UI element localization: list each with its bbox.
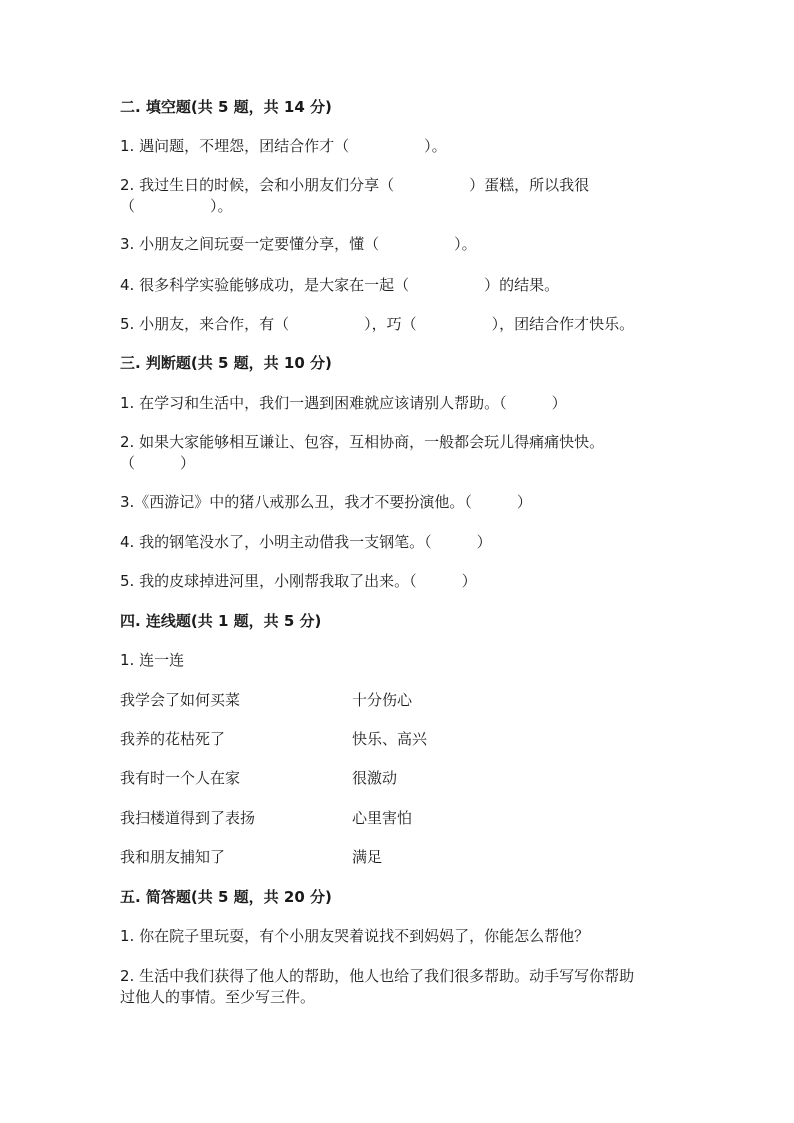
short-answer-question-2-line-2: 过他人的事情。至少写三件。 [120,988,316,1006]
fill-blank-question-2-line-2: （ ）。 [120,197,233,215]
short-answer-question-1: 1. 你在院子里玩耍，有个小朋友哭着说找不到妈妈了，你能怎么帮他？ [120,927,590,945]
fill-blank-question-5: 5. 小朋友，来合作，有（ ），巧（ ），团结合作才快乐。 [120,315,635,333]
section-heading-matching: 四. 连线题(共 1 题，共 5 分) [120,612,322,630]
matching-right-item: 心里害怕 [352,809,413,827]
matching-left-item: 我学会了如何买菜 [120,691,241,709]
matching-right-item: 快乐、高兴 [352,730,428,748]
true-false-question-1: 1. 在学习和生活中，我们一遇到困难就应该请别人帮助。（ ） [120,394,567,412]
section-heading-short-answer: 五. 简答题(共 5 题，共 20 分) [120,888,332,906]
true-false-question-4: 4. 我的钢笔没水了，小明主动借我一支钢笔。（ ） [120,533,492,551]
fill-blank-question-1: 1. 遇问题，不埋怨，团结合作才（ ）。 [120,137,447,155]
true-false-question-2-line-2: （ ） [120,454,196,472]
matching-left-item: 我有时一个人在家 [120,769,241,787]
true-false-question-5: 5. 我的皮球掉进河里，小刚帮我取了出来。（ ） [120,572,477,590]
matching-right-item: 很激动 [352,769,398,787]
section-heading-true-false: 三. 判断题(共 5 题，共 10 分) [120,354,332,372]
fill-blank-question-3: 3. 小朋友之间玩耍一定要懂分享，懂（ ）。 [120,235,477,253]
section-heading-fill-blank: 二. 填空题(共 5 题，共 14 分) [120,98,332,116]
true-false-question-2-line-1: 2. 如果大家能够相互谦让、包容，互相协商，一般都会玩儿得痛痛快快。 [120,433,605,451]
short-answer-question-2-line-1: 2. 生活中我们获得了他人的帮助，他人也给了我们很多帮助。动手写写你帮助 [120,967,635,985]
matching-left-item: 我和朋友捕知了 [120,848,226,866]
matching-right-item: 满足 [352,848,383,866]
matching-right-item: 十分伤心 [352,691,413,709]
matching-left-item: 我扫楼道得到了表扬 [120,809,256,827]
true-false-question-3: 3.《西游记》中的猪八戒那么丑，我才不要扮演他。（ ） [120,493,532,511]
matching-question-1: 1. 连一连 [120,651,185,669]
fill-blank-question-4: 4. 很多科学实验能够成功，是大家在一起（ ）的结果。 [120,276,560,294]
matching-left-item: 我养的花枯死了 [120,730,226,748]
fill-blank-question-2-line-1: 2. 我过生日的时候，会和小朋友们分享（ ）蛋糕，所以我很 [120,176,590,194]
